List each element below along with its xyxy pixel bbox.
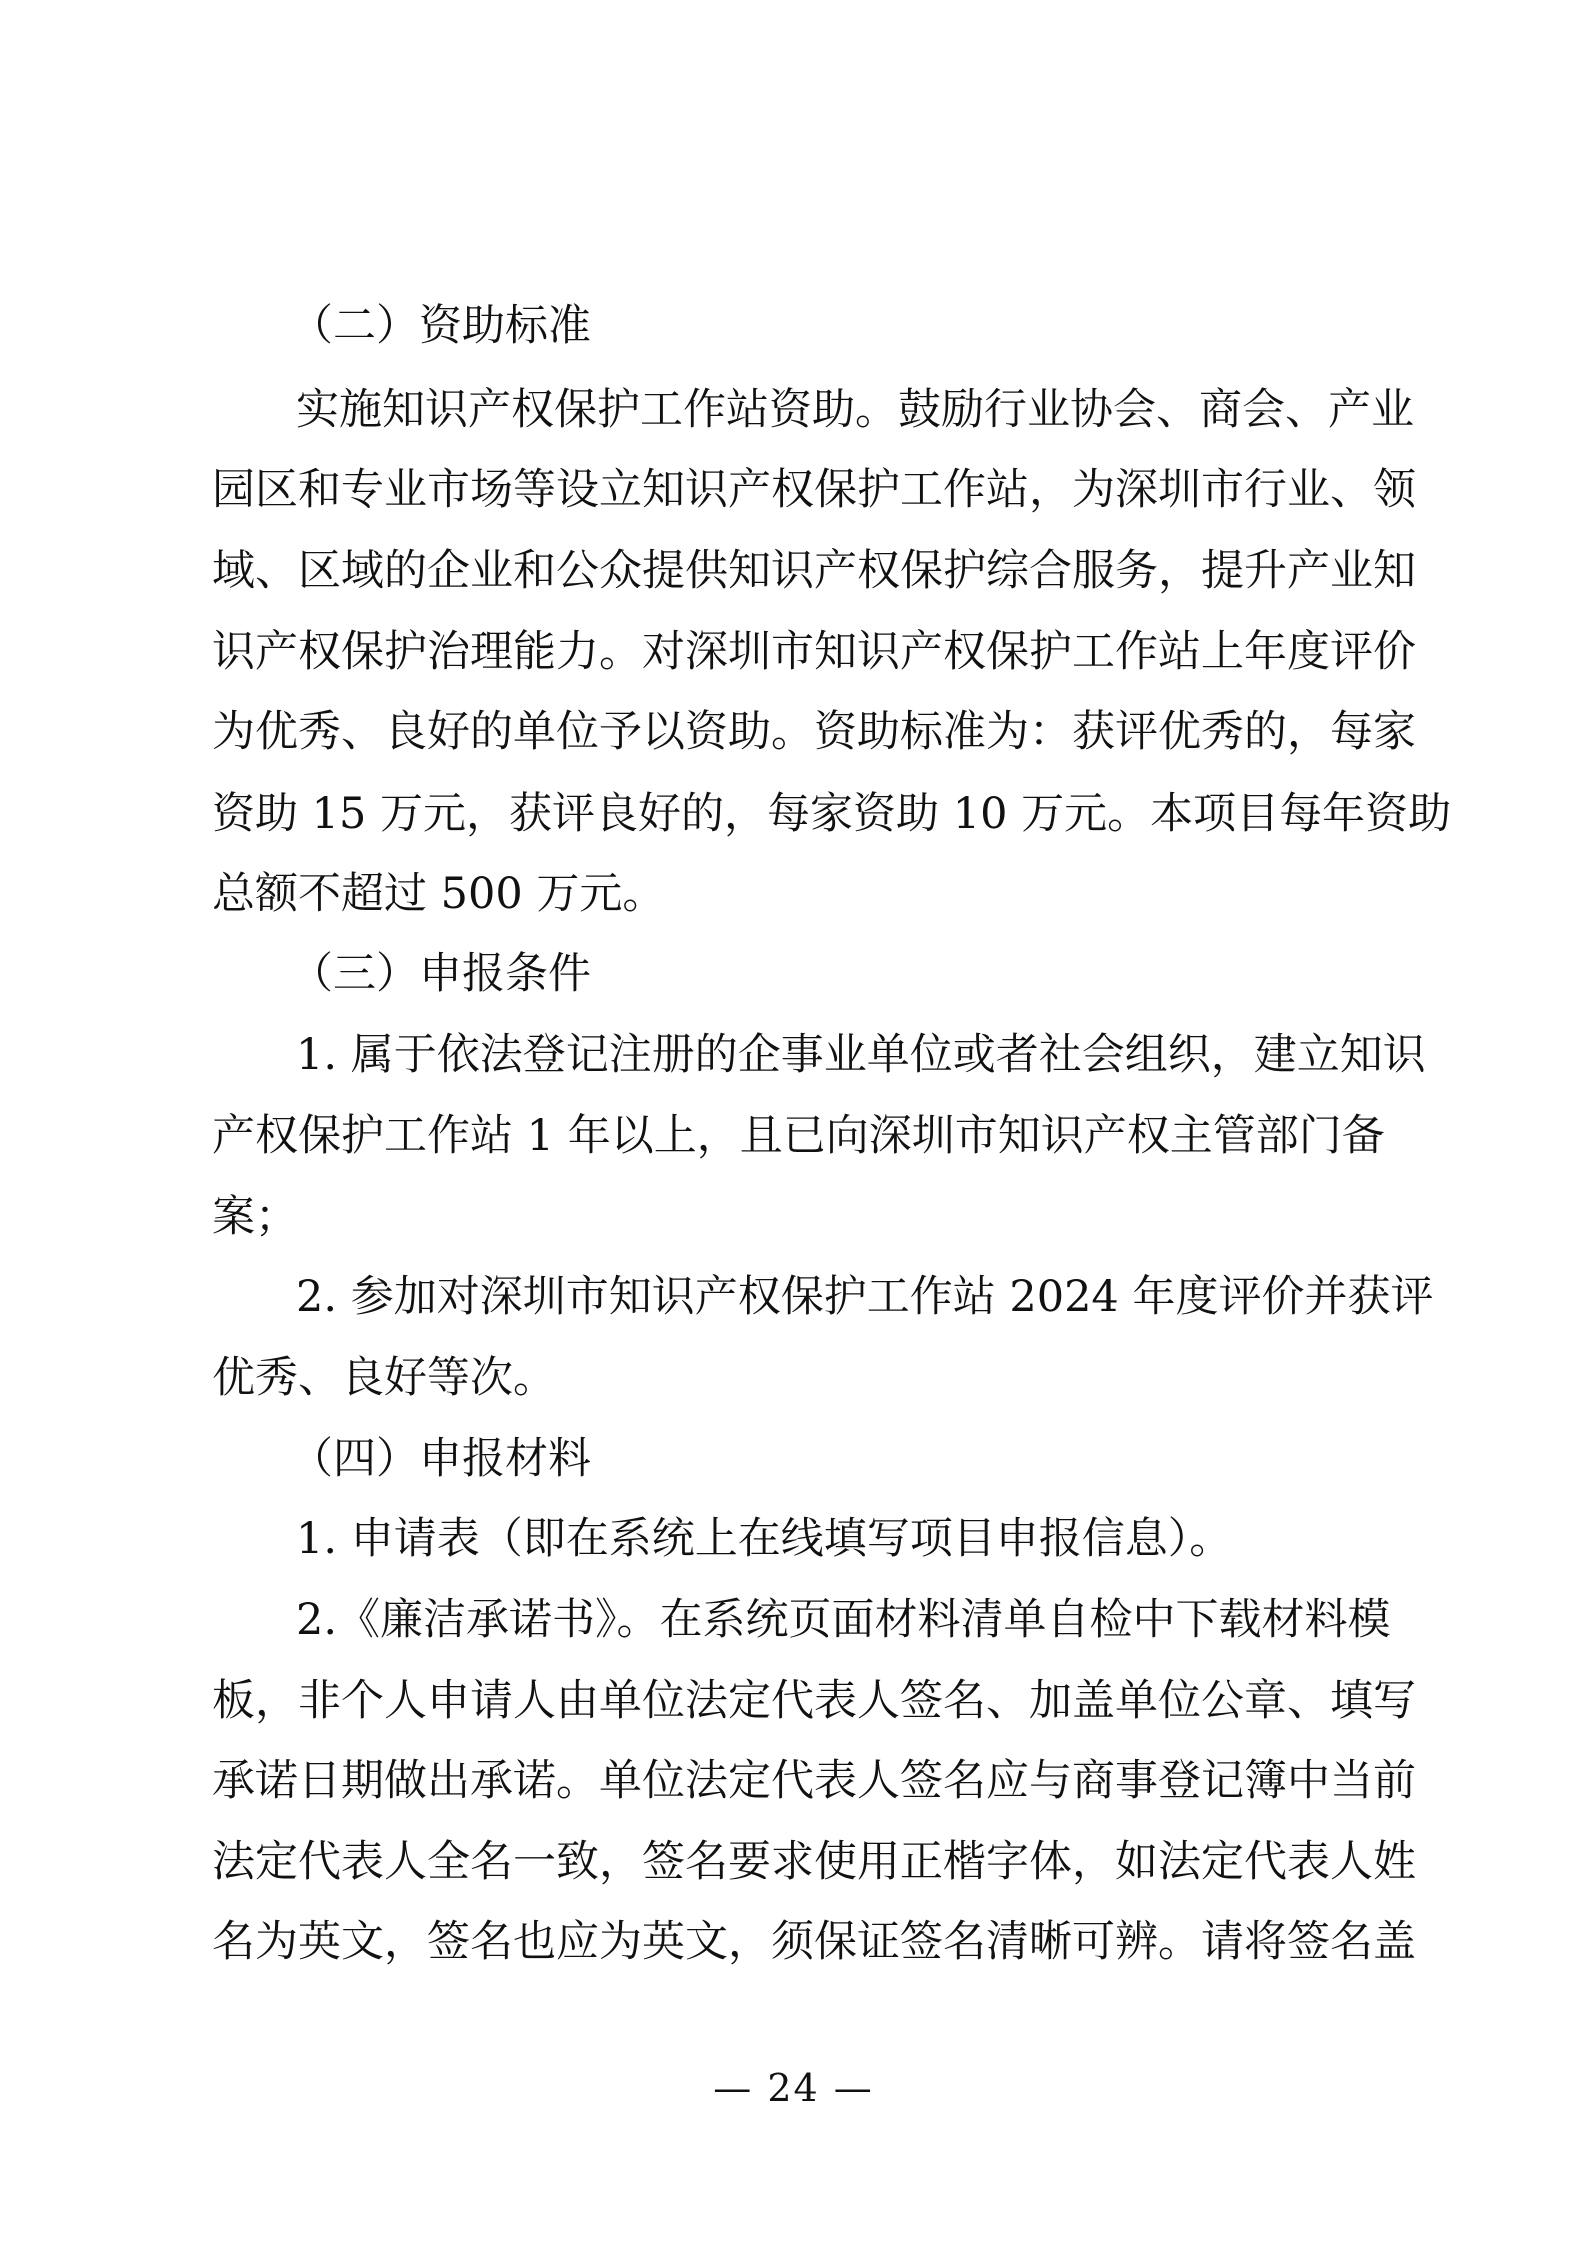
paragraph-line: 资助 15 万元，获评良好的，每家资助 10 万元。本项目每年资助 bbox=[212, 789, 1452, 839]
paragraph-line: 1. 属于依法登记注册的企事业单位或者社会组织，建立知识 bbox=[296, 1030, 1426, 1080]
paragraph-line: 法定代表人全名一致，签名要求使用正楷字体，如法定代表人姓 bbox=[212, 1837, 1416, 1887]
paragraph-line: 园区和专业市场等设立知识产权保护工作站，为深圳市行业、领 bbox=[212, 465, 1416, 515]
paragraph-line: 2.《廉洁承诺书》。在系统页面材料清单自检中下载材料模 bbox=[296, 1595, 1391, 1645]
paragraph-line: 承诺日期做出承诺。单位法定代表人签名应与商事登记簿中当前 bbox=[212, 1756, 1416, 1806]
paragraph-line: 产权保护工作站 1 年以上，且已向深圳市知识产权主管部门备 bbox=[212, 1111, 1385, 1161]
paragraph-line: 案； bbox=[212, 1192, 298, 1242]
paragraph-line: 域、区域的企业和公众提供知识产权保护综合服务，提升产业知 bbox=[212, 546, 1416, 596]
paragraph-line: 1. 申请表（即在系统上在线填写项目申报信息）。 bbox=[296, 1514, 1233, 1564]
paragraph-line: 总额不超过 500 万元。 bbox=[212, 869, 666, 919]
paragraph-line: 为优秀、良好的单位予以资助。资助标准为：获评优秀的，每家 bbox=[212, 707, 1416, 757]
section-heading-funding-standard: （二）资助标准 bbox=[290, 301, 591, 351]
page-number: — 24 — bbox=[713, 2066, 874, 2110]
paragraph-line: 板，非个人申请人由单位法定代表人签名、加盖单位公章、填写 bbox=[212, 1676, 1416, 1726]
section-heading-application-conditions: （三）申报条件 bbox=[290, 949, 591, 999]
paragraph-line: 识产权保护治理能力。对深圳市知识产权保护工作站上年度评价 bbox=[212, 627, 1416, 677]
section-heading-application-materials: （四）申报材料 bbox=[290, 1434, 591, 1484]
paragraph-line: 名为英文，签名也应为英文，须保证签名清晰可辨。请将签名盖 bbox=[212, 1917, 1416, 1967]
paragraph-line: 2. 参加对深圳市知识产权保护工作站 2024 年度评价并获评 bbox=[296, 1272, 1434, 1322]
paragraph-line: 实施知识产权保护工作站资助。鼓励行业协会、商会、产业 bbox=[296, 385, 1414, 435]
paragraph-line: 优秀、良好等次。 bbox=[212, 1353, 556, 1403]
